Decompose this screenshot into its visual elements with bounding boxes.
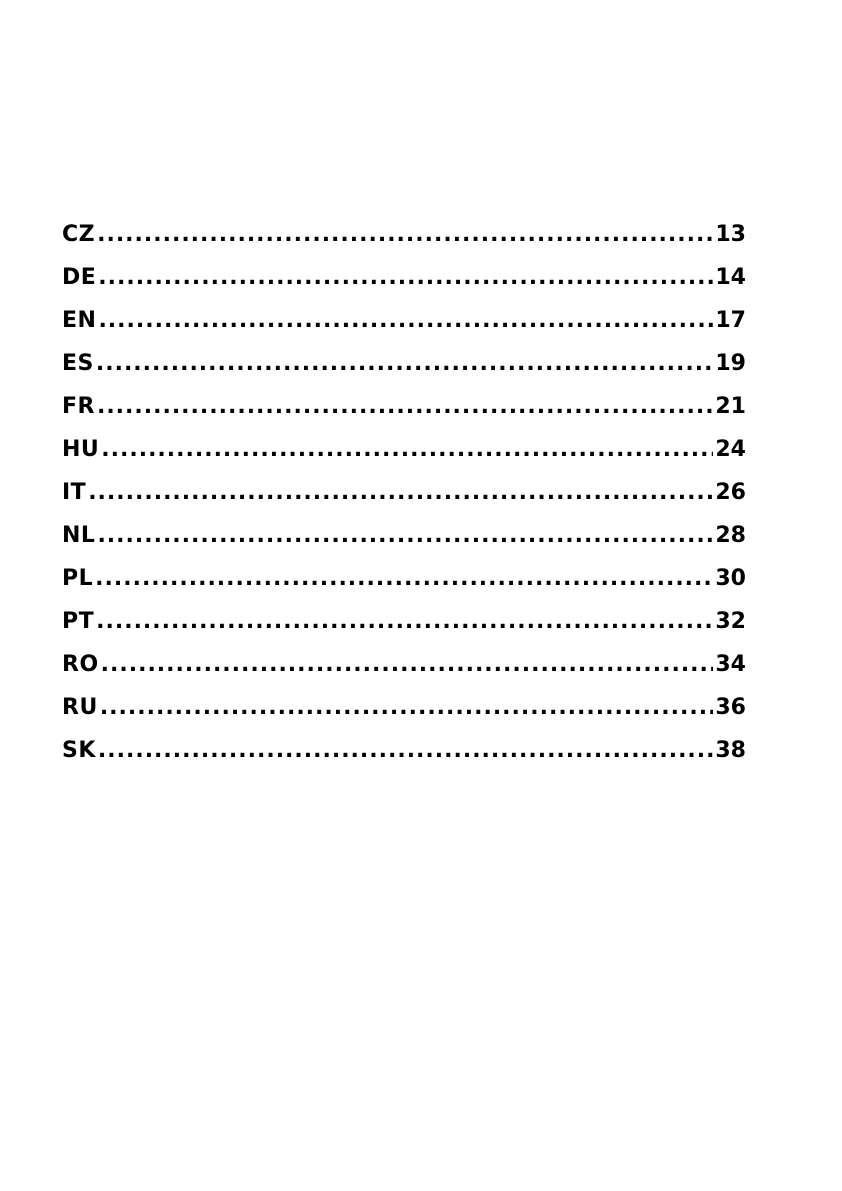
toc-entry-fr[interactable] bbox=[62, 385, 746, 428]
toc-language-code: SK bbox=[62, 738, 96, 763]
dot-leader bbox=[97, 514, 713, 557]
toc-language-code: RO bbox=[62, 652, 99, 677]
toc-language-code: NL bbox=[62, 523, 96, 548]
toc-page-number: 26 bbox=[715, 480, 746, 505]
toc-entry-en[interactable] bbox=[62, 299, 746, 342]
toc-entry-it[interactable] bbox=[62, 471, 746, 514]
dot-leader bbox=[97, 385, 713, 428]
toc-entry-es[interactable] bbox=[62, 342, 746, 385]
toc-language-code: CZ bbox=[62, 222, 96, 247]
toc-language-code: IT bbox=[62, 480, 87, 505]
toc-language-code: EN bbox=[62, 308, 97, 333]
toc-language-code: HU bbox=[62, 437, 100, 462]
toc-entry-sk[interactable] bbox=[62, 729, 746, 772]
toc-page-number: 24 bbox=[715, 437, 746, 462]
toc-page-number: 13 bbox=[715, 222, 746, 247]
toc-entry-ro[interactable] bbox=[62, 643, 746, 686]
toc-page-number: 14 bbox=[715, 265, 746, 290]
dot-leader bbox=[98, 729, 713, 772]
toc-entry-ru[interactable] bbox=[62, 686, 746, 729]
toc-language-code: DE bbox=[62, 265, 97, 290]
dot-leader bbox=[95, 557, 713, 600]
table-of-contents bbox=[62, 213, 746, 772]
toc-language-code: FR bbox=[62, 394, 95, 419]
dot-leader bbox=[101, 643, 714, 686]
toc-entry-pt[interactable] bbox=[62, 600, 746, 643]
dot-leader bbox=[101, 428, 713, 471]
toc-entry-cz[interactable] bbox=[62, 213, 746, 256]
toc-page-number: 34 bbox=[715, 652, 746, 677]
dot-leader bbox=[98, 299, 713, 342]
dot-leader bbox=[97, 213, 713, 256]
toc-page-number: 36 bbox=[715, 695, 746, 720]
toc-page-number: 30 bbox=[715, 566, 746, 591]
toc-entry-nl[interactable] bbox=[62, 514, 746, 557]
toc-language-code: PL bbox=[62, 566, 94, 591]
toc-page-number: 21 bbox=[715, 394, 746, 419]
toc-entry-pl[interactable] bbox=[62, 557, 746, 600]
toc-entry-hu[interactable] bbox=[62, 428, 746, 471]
toc-page-number: 19 bbox=[715, 351, 746, 376]
toc-language-code: RU bbox=[62, 695, 98, 720]
toc-language-code: ES bbox=[62, 351, 94, 376]
toc-page-number: 32 bbox=[715, 609, 746, 634]
toc-page-number: 28 bbox=[715, 523, 746, 548]
toc-entry-de[interactable] bbox=[62, 256, 746, 299]
dot-leader bbox=[100, 686, 714, 729]
dot-leader bbox=[96, 342, 714, 385]
toc-page-number: 38 bbox=[715, 738, 746, 763]
dot-leader bbox=[96, 600, 713, 643]
toc-page-number: 17 bbox=[715, 308, 746, 333]
toc-language-code: PT bbox=[62, 609, 95, 634]
dot-leader bbox=[98, 256, 713, 299]
dot-leader bbox=[88, 471, 713, 514]
